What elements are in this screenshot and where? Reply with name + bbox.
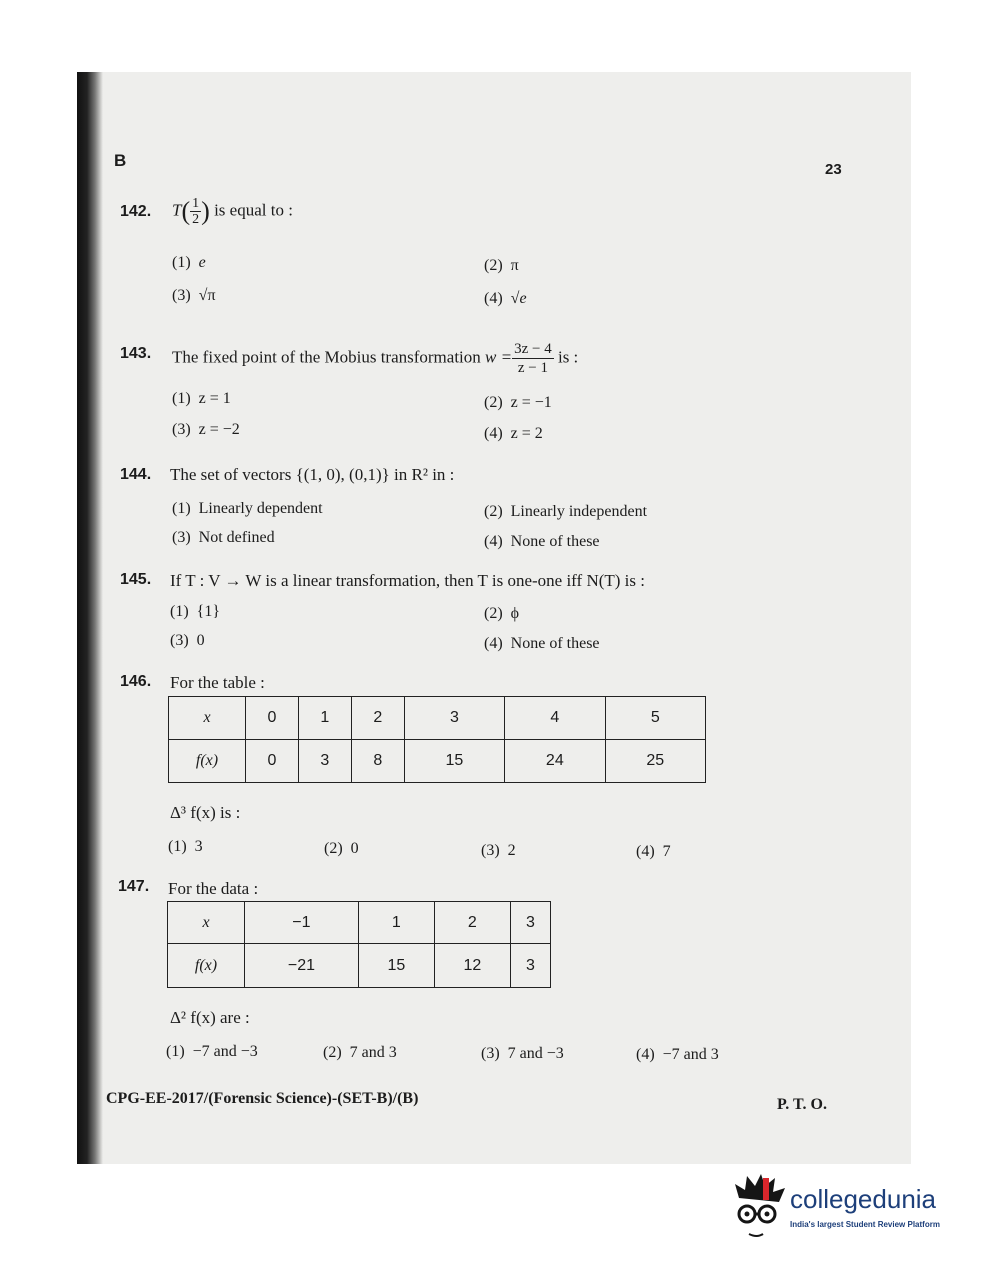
option-4[interactable]: (4) z = 2 (484, 425, 543, 442)
table-cell: 25 (605, 740, 705, 783)
please-turn-over: P. T. O. (777, 1096, 827, 1113)
table-cell: 3 (404, 697, 504, 740)
question-text: If T : V → W is a linear transformation, then T is one-one iff N(T) is : (170, 571, 645, 590)
option-1[interactable]: (1) −7 and −3 (166, 1043, 258, 1060)
table-cell: 5 (605, 697, 705, 740)
option-2[interactable]: (2) 7 and 3 (323, 1044, 397, 1061)
page-number: 23 (825, 161, 842, 178)
option-3[interactable]: (3) 7 and −3 (481, 1045, 564, 1062)
question-suffix: is : (557, 347, 579, 367)
table-cell: 8 (351, 740, 404, 783)
option-3[interactable]: (3) 2 (481, 842, 516, 859)
option-3[interactable]: (3) Not defined (172, 529, 275, 546)
table-cell: 3 (298, 740, 351, 783)
collegedunia-mascot-icon (733, 1172, 789, 1240)
table-row-x (168, 902, 551, 944)
question-text: For the table : (170, 673, 265, 692)
table-cell: 12 (434, 944, 510, 988)
option-1[interactable]: (1) z = 1 (172, 390, 231, 407)
table-cell: −1 (245, 902, 359, 944)
table-cell: 15 (404, 740, 504, 783)
option-4[interactable]: (4) −7 and 3 (636, 1046, 719, 1063)
table-cell: 4 (505, 697, 605, 740)
option-3[interactable]: (3) z = −2 (172, 421, 240, 438)
table-cell: 2 (351, 697, 404, 740)
table-cell: 2 (434, 902, 510, 944)
gamma-function: T (172, 200, 182, 220)
table-cell: 0 (246, 697, 299, 740)
option-3[interactable]: (3) 0 (170, 632, 205, 649)
set-letter: B (114, 151, 127, 170)
question-text: The fixed point of the Mobius transformation (172, 347, 481, 367)
option-4[interactable]: (4) None of these (484, 635, 600, 652)
table-cell: 15 (358, 944, 434, 988)
mascot-svg (733, 1172, 789, 1240)
option-4[interactable]: (4) None of these (484, 533, 600, 550)
fraction-denominator: z − 1 (517, 360, 548, 376)
table-header-x: x (169, 697, 246, 740)
table-cell: 1 (298, 697, 351, 740)
brand-tagline: India's largest Student Review Platform (790, 1220, 940, 1229)
scan-dark-edge (77, 72, 103, 1164)
question-text: For the data : (168, 879, 259, 898)
question-number: 146. (120, 673, 152, 690)
data-table (168, 696, 706, 783)
fraction-denominator: 2 (192, 212, 200, 227)
fraction (190, 196, 201, 227)
question-number: 144. (120, 466, 152, 483)
question-number: 147. (118, 878, 150, 895)
brand-name: collegedunia (790, 1184, 937, 1214)
table-header-x: x (168, 902, 245, 944)
option-3[interactable]: (3) √π (172, 287, 216, 304)
question-text: is equal to : (214, 200, 293, 220)
table-row-fx (168, 944, 551, 988)
table-cell: −21 (245, 944, 359, 988)
option-2[interactable]: (2) π (484, 257, 519, 274)
question-stem (172, 340, 578, 377)
question-stem (172, 196, 293, 227)
fraction (512, 340, 554, 377)
table-cell: 0 (246, 740, 299, 783)
paren-close: ) (201, 196, 210, 226)
question-number: 143. (120, 345, 152, 362)
table-row-fx (169, 740, 706, 783)
paper-code: CPG-EE-2017/(Forensic Science)-(SET-B)/(B) (106, 1090, 419, 1107)
option-2[interactable]: (2) z = −1 (484, 394, 552, 411)
table-cell: 24 (505, 740, 605, 783)
table-header-fx: f(x) (169, 740, 246, 783)
question-number: 142. (120, 203, 152, 220)
table-cell: 3 (510, 902, 550, 944)
option-4[interactable]: (4) √e (484, 290, 527, 307)
option-4[interactable]: (4) 7 (636, 843, 671, 860)
question-prompt: Δ² f(x) are : (170, 1008, 250, 1027)
option-1[interactable]: (1) Linearly dependent (172, 500, 323, 517)
option-2[interactable]: (2) ϕ (484, 605, 520, 622)
table-header-fx: f(x) (168, 944, 245, 988)
option-1[interactable]: (1) {1} (170, 603, 221, 620)
w-equals: w = (485, 347, 513, 367)
table-row-x (169, 697, 706, 740)
option-1[interactable]: (1) e (172, 254, 206, 271)
question-prompt: Δ³ f(x) is : (170, 803, 241, 822)
option-1[interactable]: (1) 3 (168, 838, 203, 855)
option-2[interactable]: (2) Linearly independent (484, 503, 648, 520)
option-2[interactable]: (2) 0 (324, 840, 359, 857)
fraction-numerator: 1 (192, 196, 200, 211)
fraction-numerator: 3z − 4 (514, 341, 552, 357)
question-text: The set of vectors {(1, 0), (0,1)} in R² in : (170, 465, 455, 484)
paren-open: ( (181, 196, 191, 226)
table-cell: 3 (510, 944, 550, 988)
table-cell: 1 (358, 902, 434, 944)
question-number: 145. (120, 571, 152, 588)
data-table (167, 901, 551, 988)
